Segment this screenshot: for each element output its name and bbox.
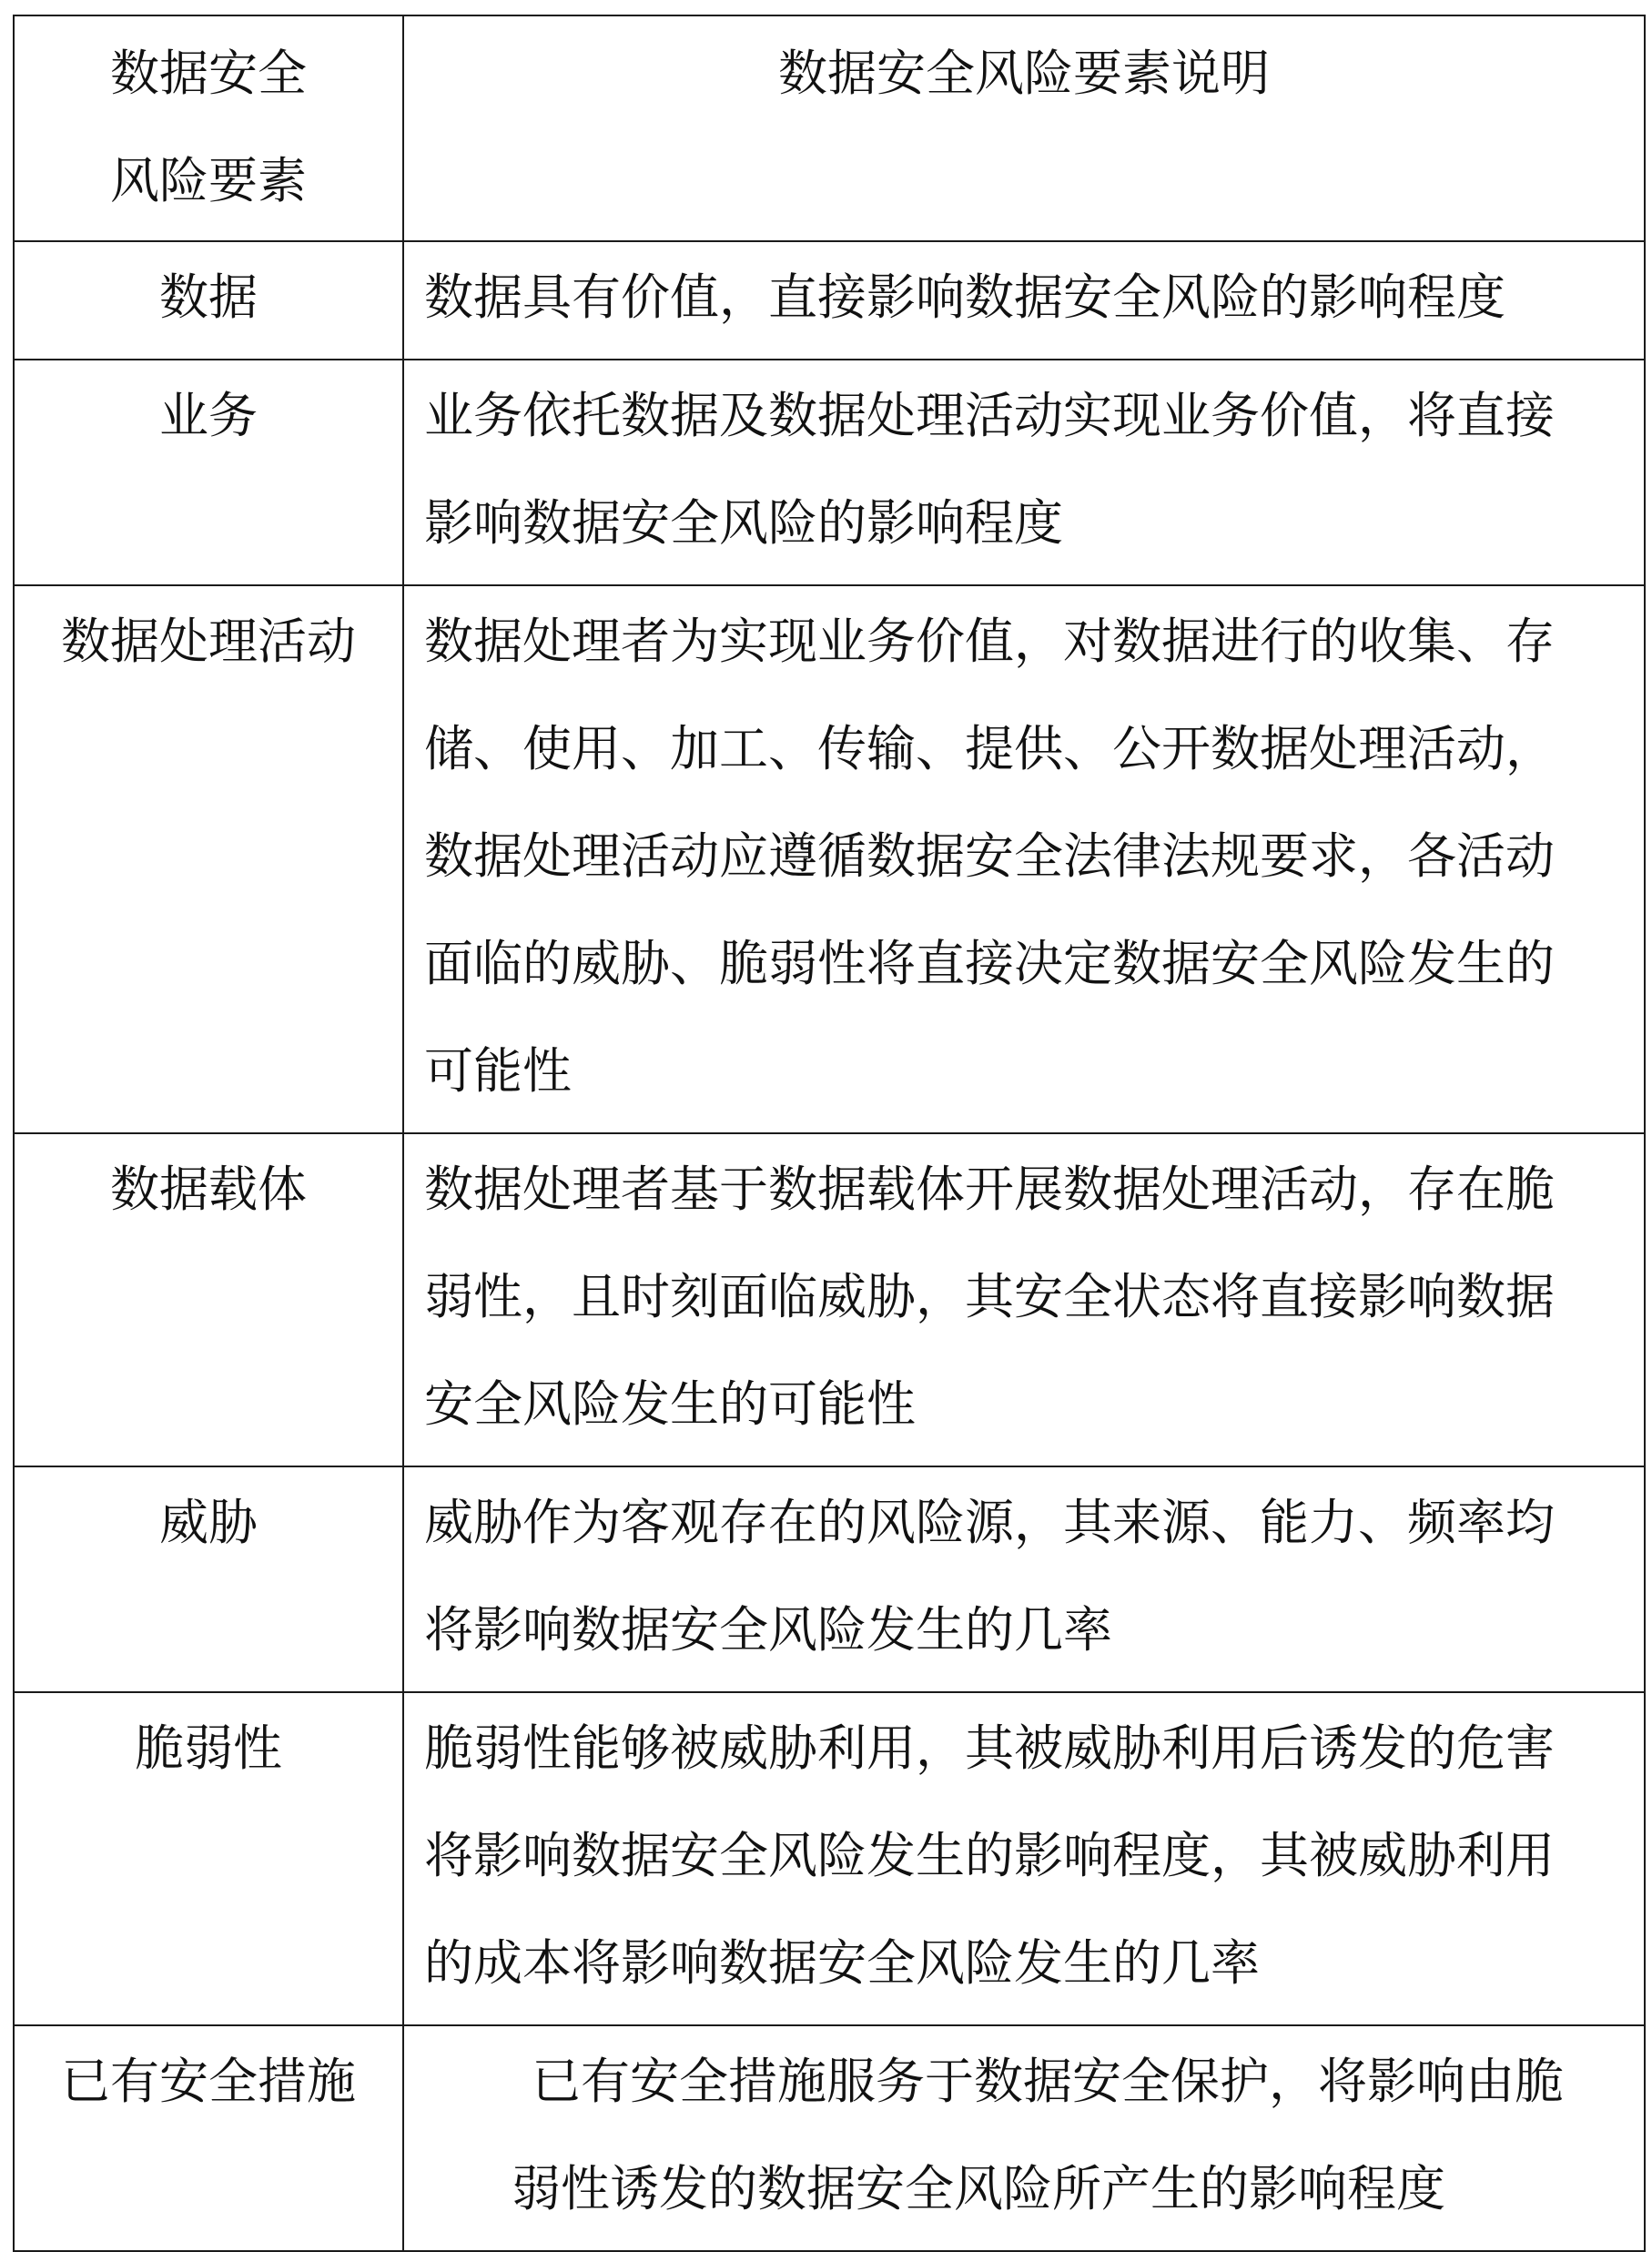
element-description-cell: 数据处理者基于数据载体开展数据处理活动，存在脆 弱性，且时刻面临威胁，其安全状态将直接影响数据 安全风险发生的可能性 xyxy=(403,1133,1645,1466)
table-row-business xyxy=(14,360,1645,585)
header-element-line-2: 风险要素 xyxy=(110,152,307,209)
header-cell-description xyxy=(403,15,1645,241)
element-name-cell: 威胁 xyxy=(14,1466,403,1692)
element-description-cell: 业务依托数据及数据处理活动实现业务价值，将直接 影响数据安全风险的影响程度 xyxy=(403,360,1645,585)
element-name-cell: 业务 xyxy=(14,360,403,585)
document-page xyxy=(13,15,1644,2252)
element-name-cell: 已有安全措施 xyxy=(14,2025,403,2251)
element-description-cell: 威胁作为客观存在的风险源，其来源、能力、频率均 将影响数据安全风险发生的几率 xyxy=(403,1466,1645,1692)
element-name-cell: 脆弱性 xyxy=(14,1692,403,2025)
element-name-cell: 数据载体 xyxy=(14,1133,403,1466)
table-row-data-processing xyxy=(14,585,1645,1133)
element-name-cell: 数据 xyxy=(14,241,403,360)
risk-elements-table xyxy=(13,15,1646,2252)
table-row-threat xyxy=(14,1466,1645,1692)
table-row-data-carrier xyxy=(14,1133,1645,1466)
table-row-vulnerability xyxy=(14,1692,1645,2025)
element-description-cell: 脆弱性能够被威胁利用，其被威胁利用后诱发的危害 将影响数据安全风险发生的影响程度，其被威胁利用 的成本将影响数据安全风险发生的几率 xyxy=(403,1692,1645,2025)
element-name-cell: 数据处理活动 xyxy=(14,585,403,1133)
table-header-row xyxy=(14,15,1645,241)
element-description-cell: 数据具有价值，直接影响数据安全风险的影响程度 xyxy=(403,241,1645,360)
element-description-cell: 已有安全措施服务于数据安全保护，将影响由脆 弱性诱发的数据安全风险所产生的影响程度 xyxy=(403,2025,1645,2251)
table-row-data xyxy=(14,241,1645,360)
table-row-existing-measures xyxy=(14,2025,1645,2251)
header-description-text: 数据安全风险要素说明 xyxy=(778,45,1270,102)
header-element-line-1: 数据安全 xyxy=(110,45,307,102)
element-description-cell: 数据处理者为实现业务价值，对数据进行的收集、存 储、使用、加工、传输、提供、公开数据处理活动， 数据处理活动应遵循数据安全法律法规要求，各活动 面临的威胁、脆弱性将直接决定数据安全风险发生的 可能性 xyxy=(403,585,1645,1133)
header-cell-element xyxy=(14,15,403,241)
